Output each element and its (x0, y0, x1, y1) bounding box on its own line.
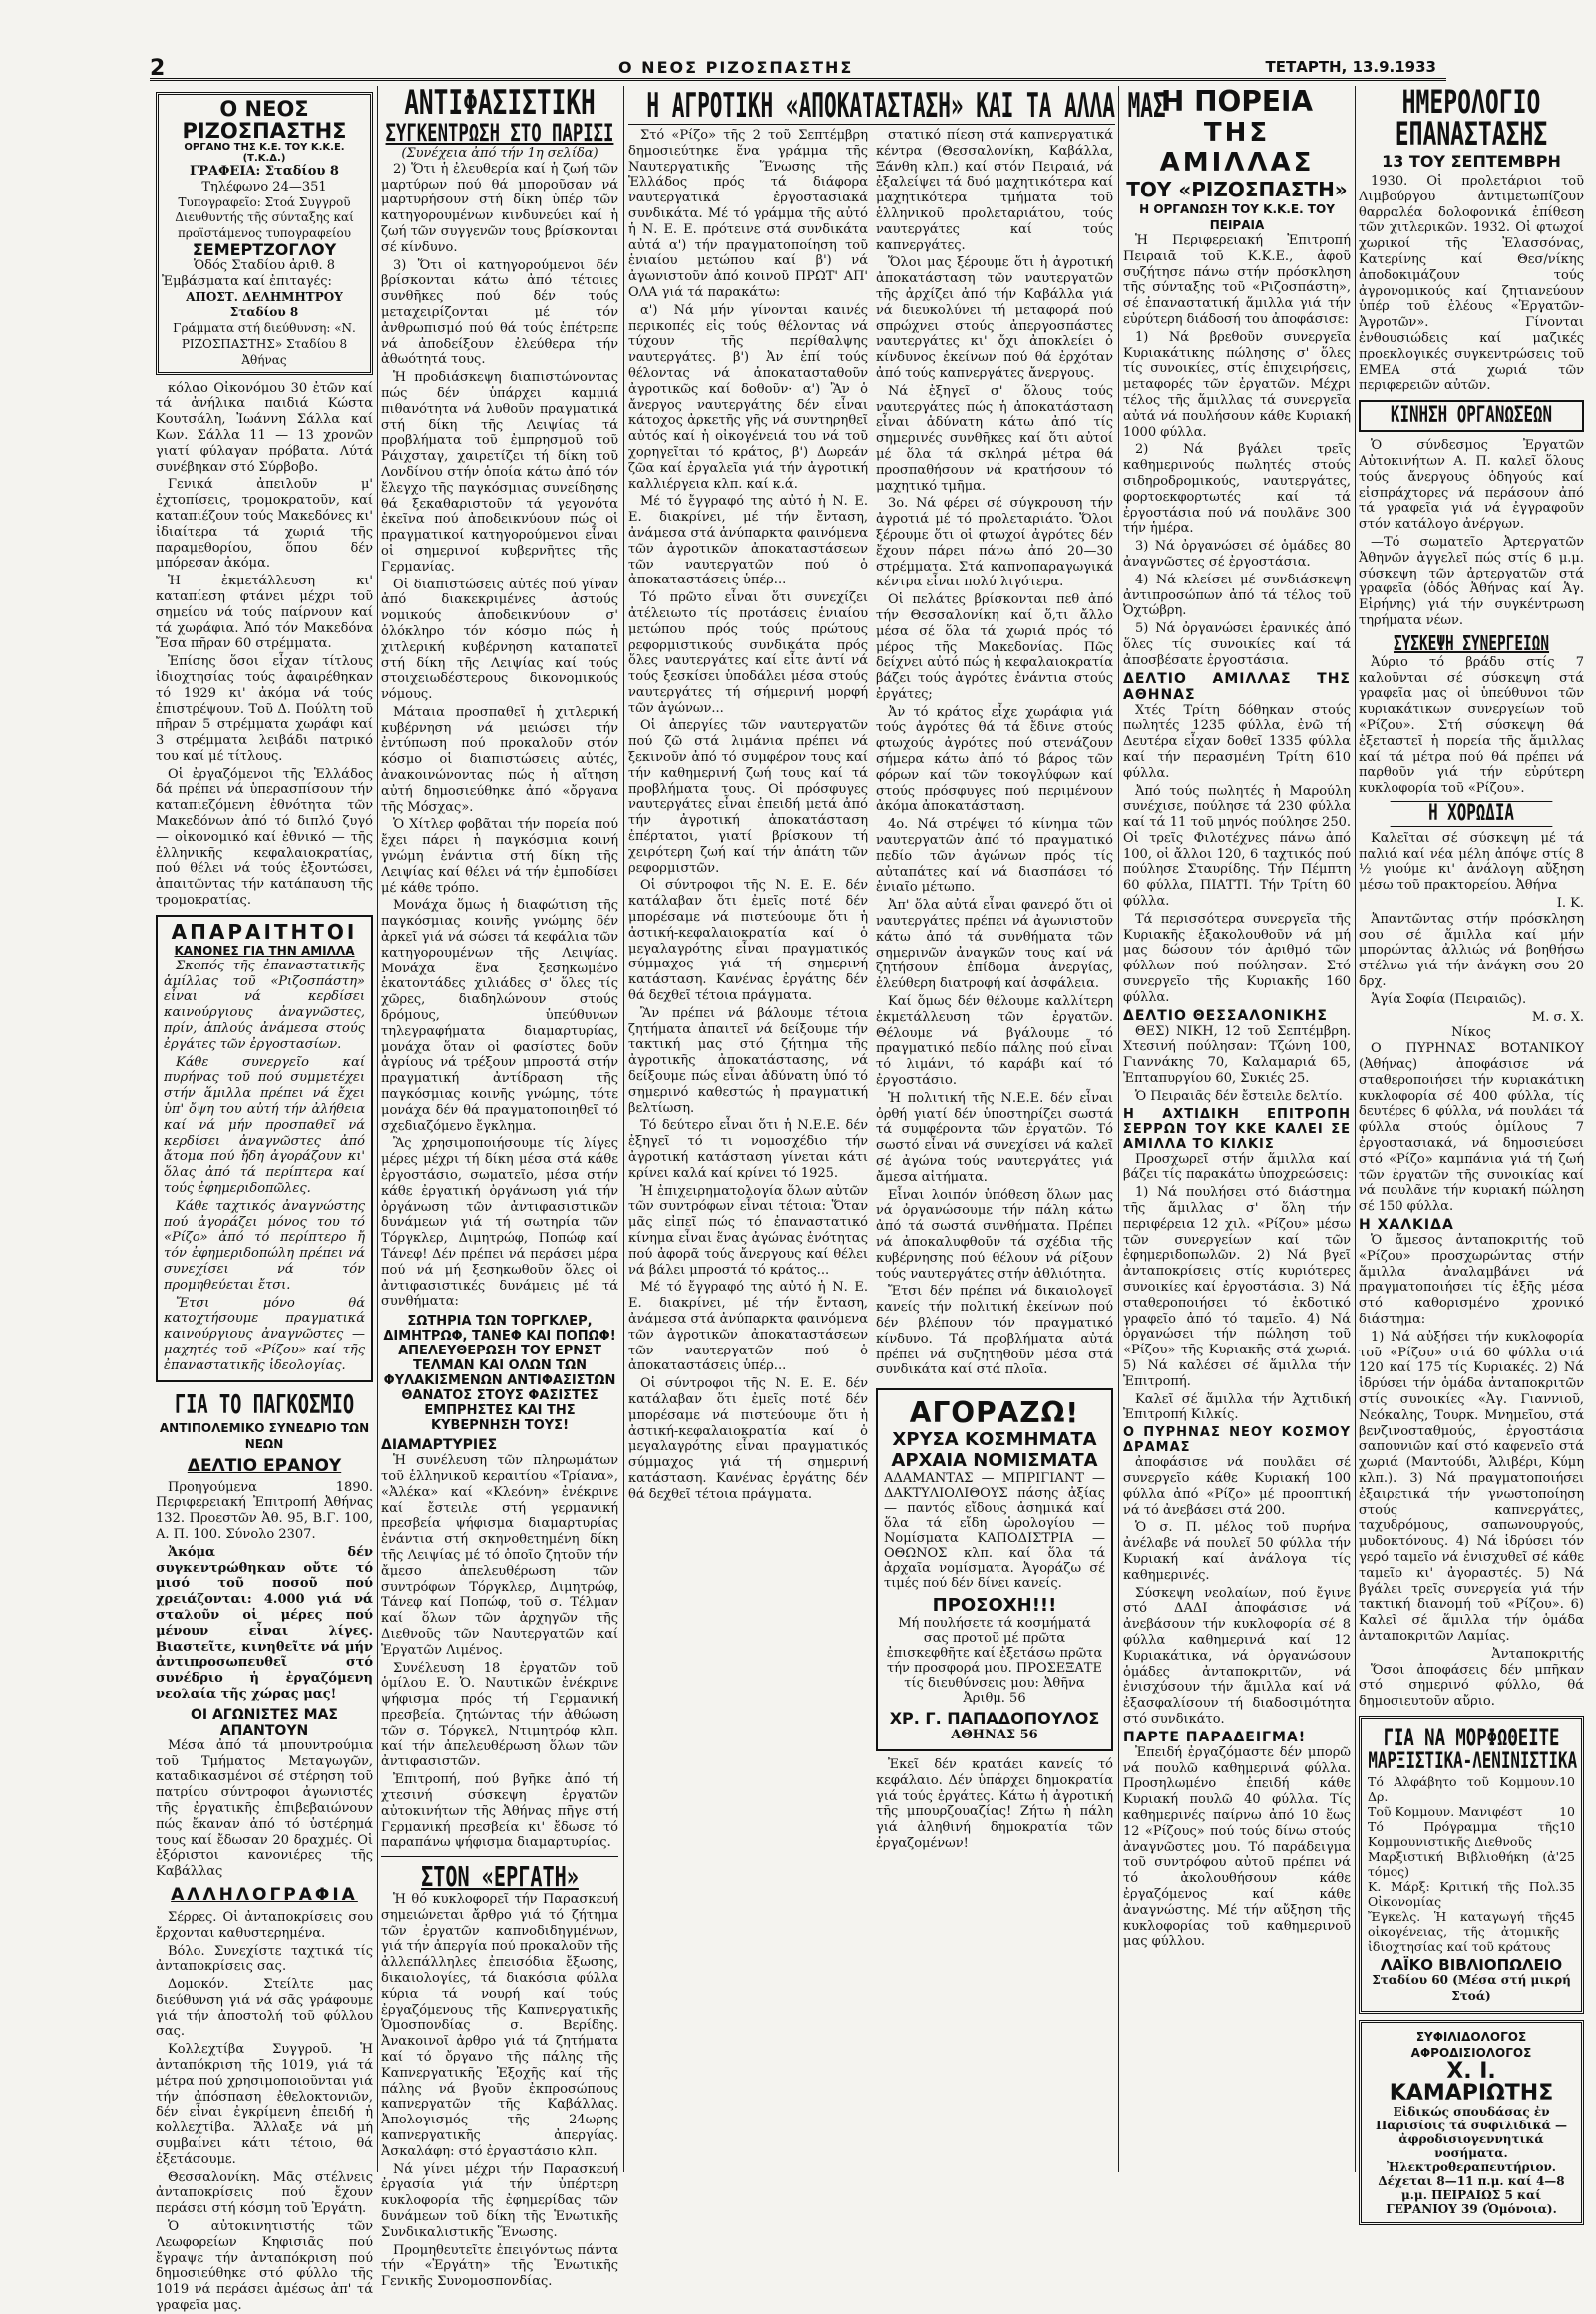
article-paragraph: Ἡ ἐκμετάλλευση κι' καταπίεση φτάνει μέχρι τοῦ σημείου νά τούς παίρνουν καί τά χωράφια. Ἀπό τόν Μακεδόνα Ἔσα πῆραν 60 στρέμματα. (156, 574, 373, 652)
rules-title: ΑΠΑΡΑΙΤΗΤΟΙ (171, 919, 358, 944)
article-paragraph: Μάταια προσπαθεῖ ἡ χιτλερική κυβέρνηση νά μειώσει τήν ἐντύπωση πού προκαλοῦν στόν κόσμο οἱ διαπιστώσεις αὐτές, ἀνακοινώνοντας πώς ἡ αἴτηση αὐτή δημοσιεύθηκε ἀπό «ὄργανα τῆς Μόσχας». (381, 704, 618, 815)
bulletin-text: Ἀπό τούς πωλητές ἡ Μαρούλη συνέχισε, πούλησε τά 230 φύλλα καί τά 11 τοῦ μηνός πούλησε 250. Οἱ τρεῖς Φιλοτέχνες πάνω ἀπό 100, οἱ ἄλλοι 120, 6 ταχτικός πού πούλησε Σταυρίδης. Τήν Πέμπτη 60 φύλλα, ΠΙΑΤΤΙ. Τήν Τρίτη 60 φύλλα. (1123, 783, 1351, 910)
article-paragraph: Ἡ πολιτική τῆς Ν.Ε.Ε. δέν εἶναι ὀρθή γιατί δέν ὑποστηρίζει σωστά τά συμφέροντα τῶν ἐργατῶν. Τό σωστό εἶναι νά συνεχίσει νά καλεῖ σέ ἀγώνα τούς ναυτεργάτες γιά ἄμεσα αἰτήματα. (876, 1090, 1113, 1185)
chalkida-items: 1) Νά αὐξήσει τήν κυκλοφορία τοῦ «Ρίζου» στά 60 φύλλα στά 120 καί 175 τίς Κυριακές. 2) Νά ἱδρύσει τήν ὁμάδα ἀνταποκριτῶν στίς συνοικίες «Ἀγ. Γιαννιοῦ, Νεόκαλης, Τουρκ. Μνημεῖου, στά βενζινοσταθμούς, ἐργοστάσια σαπουνιῶν καί στό καφενεῖο στά χωριά (Μαντούδι, Ἁλιβέρι, Κύμη κλπ.). 3) Νά πραγματοποιήσει ἐξαιρετικά τήν γνωστοποίηση στούς καπνεργάτες, ταχυδρόμους, σαπωνουργούς, μυδοκτόνους. 4) Νά ἱδρύσει τόν γερό ταμεῖο νά ἐνισχυθεῖ σέ κάθε ταμεῖο κι' ἀγοραστές. 5) Νά βγάλει τρεῖς συνεργεία γιά τήν τακτική διανομή τοῦ «Ρίζου». 6) Καλεῖ σέ ἅμιλλα τήν ὁμάδα ἀνταποκριτῶν Λαμίας. (1359, 1329, 1584, 1644)
article-paragraph: 3) Νά ὀργανώσει σέ ὁμάδες 80 ἀναγνῶστες σέ ἐργοστάσια. (1123, 539, 1351, 570)
page-number: 2 (150, 56, 166, 81)
letters-title: ΑΛΛΗΛΟΓΡΑΦΙΑ (171, 1884, 358, 1905)
paper-name: Ο ΝΕΟΣ ΡΙΖΟΣΠΑΣΤΗΣ (182, 97, 347, 143)
protest-paragraph: Ἐπιτροπή, πού βγῆκε ἀπό τή χτεσινή σύσκεψη ἐργατῶν αὐτοκινήτων τῆς Ἀθήνας πῆγε στή Γερμανική πρεσβεία κι' ἔδωσε τό παραπάνω ψήφισμα διαμαρτυρίας. (381, 1772, 618, 1851)
race-subtitle: Η ΟΡΓΑΝΩΣΗ ΤΟΥ Κ.Κ.Ε. ΤΟΥ ΠΕΙΡΑΙΑ (1139, 202, 1335, 232)
article-paragraph: Ἡ Περιφερειακή Ἐπιτροπή Πειραιᾶ τοῦ Κ.Κ.Ε., ἀφοῦ συζήτησε πάνω στήν πρόσκληση τῆς σύνταξης τοῦ «Ριζοσπάστη», σέ ἐπαναστατική ἅμιλλα γιά τήν εὐρύτερη διάδοσή του ἀποφάσισε: (1123, 233, 1351, 327)
book-name: Τό Πρόγραμμα τῆς Κομμουνιστικῆς Διεθνοῦς (1368, 1818, 1560, 1849)
article-paragraph: Οἱ σύντροφοι τῆς Ν. Ε. Ε. δέν κατάλαβαν ὅτι ἐμεῖς ποτέ δέν μπορέσαμε νά πιστεύουμε ὅτι ἡ ἀστική-κεφαλαιοκρατία καί ὁ μεγαλαγρότης εἶναι πραγματικός σύμμαχος γιά τή σημερινή κατάσταση. Κανένας ἐργάτης δέν θά δεχθεῖ τέτοια πράγματα. (628, 1376, 868, 1502)
agrarian-headline: Η ΑΓΡΟΤΙΚΗ «ΑΠΟΚΑΤΑΣΤΑΣΗ» ΚΑΙ ΤΑ ΑΛΛΑ ΜΑΣ (646, 86, 1166, 126)
book-price: 35 (1559, 1878, 1575, 1894)
article-paragraph: Τό δεύτερο εἶναι ὅτι ἡ Ν.Ε.Ε. δέν ἐξηγεῖ τό τι νομοσχέδιο τήν ἀγροτική κατάσταση γίνεται κάτι κρίνει καλά καί κρίνει τό 1925. (628, 1118, 868, 1181)
book-name: Μαρξιστική Βιβλιοθήκη (ἀ' τόμος) (1368, 1848, 1560, 1879)
letter-item: Βόλο. Συνεχίστε ταχτικά τίς ἀνταποκρίσεις σας. (156, 1943, 373, 1975)
article-paragraph: Ὅλοι μας ξέρουμε ὅτι ἡ ἀγροτική ἀποκατάσταση τῶν ναυτεργατῶν τῆς ἀρχίζει ἀπό τήν Καβάλλα γιά νά διευκολύνει τή μεταφορά πού σπρώχνει στούς ἀπεργοσπάστες ναυτεργάτες κι' ὄχι ἀποκλείει ὁ κίνδυνος ἐκείνων πού θά ἐρχόταν ἀπό τούς καπνεργάτες ἄνεργους. (876, 255, 1113, 381)
ad-city: ΑΘΗΝΑΣ 56 (951, 1728, 1038, 1743)
book-item (1368, 1804, 1575, 1819)
books-title-2: ΜΑΡΞΙΣΤΙΚΑ-ΛΕΝΙΝΙΣΤΙΚΑ (1368, 1748, 1578, 1774)
letter-item: Σέρρες. Οἱ ἀνταποκρίσεις σου ἔρχονται καθυστερημένα. (156, 1909, 373, 1941)
ad-attention: ΠΡΟΣΟΧΗ!!! (932, 1595, 1057, 1617)
book-name: Τό Ἀλφάβητο τοῦ Κομμουν. Δρ. (1368, 1773, 1560, 1804)
article-paragraph: Τό πρῶτο εἶναι ὅτι συνεχίζει ἀτέλειωτο τίς προτάσεις ἑνιαίου μετώπου πρός τούς πρώτους ρεφορμιστικούς συνδικάτα πρός ὅλες ναυτεργάτες καί εἶτε ἀντί νά τούς ξεσκίσει ὑποδάλει μέσα στούς ναυτεργάτες τή σήμερινή μορφή τῶν ἀγώνων... (628, 590, 868, 716)
page-masthead (150, 56, 1446, 81)
article-paragraph: Ἔτσι δέν πρέπει νά δικαιολογεῖ κανείς τήν πολιτική ἐκείνων πού δέν βλέπουν τόν πραγματικό κίνδυνο. Τά προβλήματα αὐτά πρέπει νά συζητηθοῦν μέσα στά συνδικάτα καί στά πλοῖα. (876, 1284, 1113, 1378)
book-item (1368, 1774, 1575, 1804)
article-paragraph: Οἱ σύντροφοι τῆς Ν. Ε. Ε. δέν κατάλαβαν ὅτι ἐμεῖς ποτέ δέν μπορέσαμε νά πιστεύουμε ὅτι ἡ ἀστική-κεφαλαιοκρατία καί ὁ μεγαλαγρότης εἶναι πραγματικός σύμμαχος γιά τή σημερινή κατάσταση. Κανένας ἐργάτης δέν θά δεχθεῖ τέτοια πράγματα. (628, 878, 868, 1004)
column-1 (156, 86, 373, 2314)
fund-text-2: Ἀκόμα δέν συγκεντρώθηκαν οὔτε τό μισό τοῦ ποσοῦ πού χρειάζονται: 4.000 γιά νά σταλοῦν οἱ μέρες πού μένουν εἶναι λίγες. Βιαστεῖτε, κινηθεῖτε νά μήν ἀντιπροσωπευθεῖ στό συνέδριο ἡ ἐργαζόμενη νεολαία τῆς χώρας μας! (156, 1544, 373, 1702)
org-title: ΚΙΝΗΣΗ ΟΡΓΑΝΩΣΕΩΝ (1390, 403, 1553, 429)
article-paragraph: 4) Νά κλείσει μέ συνδιάσκεψη ἀντιπροσώπων ἀπό τά τέλος τοῦ Ὀχτώβρη. (1123, 572, 1351, 619)
ergatis-paragraph: Ἡ θό κυκλοφορεῖ τήν Παρασκευή σημειώνεται ἄρθρο γιά τό ζήτημα τῶν ἐργατῶν καπνοδιδηγμένων, γιά τήν ἀπεργία πού προκαλοῦν τῆς ἀλλεπάλληλες ἐπεισόδια ἔξωσης, δικαιολογίες, τά διακόσια φύλλα κύρια τά νουρή καί τούς ἐργαζόμενους τῆς Καπνεργατικῆς Ὁμοσπονδίας σ. Βερίδης. Ἀνακοινοῖ ἀρθρο γιά τά ζητήματα καί τό ὄργανο τῆς πάλης τῆς Καπνεργατικῆς Ἐξοχῆς καί τῆς πάλης νά βγοῦν ἐκπροσώπους καπνεργατῶν τῆς Καβάλλας. Ἀπολογισμός τῆς 24ωρης καπνεργατικῆς ἀπεργίας. Ἀσκαλάφη: στό ἐργαστάσιο κλπ. (381, 1892, 618, 2159)
paper-info-box (156, 92, 373, 375)
letter-item: Ὁ αὐτοκινητιστής τῶν Λεωφορείων Κηφισιᾶς πού ἔγραψε τήν ἀνταπόκριση πού δημοσιεύθηκε στό φύλλο τῆς 1019 νά περάσει ἀμέσως ἀπ' τά γραφεῖα μας. (156, 2219, 373, 2314)
paper-printing: Τυπογραφεῖο: Στοά Συγγροῦ Διευθυντής τῆς σύνταξης καί προϊστάμενος τυπογραφείου (175, 194, 354, 241)
paper-offices: ΓΡΑΦΕΙΑ: Σταδίου 8 (190, 164, 339, 179)
paper-remittance-label: Ἐμβάσματα καί ἐπιταγές: (162, 273, 332, 289)
article-paragraph: Νά ἐξηγεῖ σ' ὅλους τούς ναυτεργάτες πώς ἡ ἀποκατάσταση εἶναι ἀδύνατη κάτω ἀπό τίς σημερινές συνθῆκες καί ὅτι αὐτοί μέ ὅλα τά σκληρά μέτρα θά προσπαθήσουν νά κρατήσουν τό μαχητικό τμῆμα. (876, 383, 1113, 494)
calendar-title-2: ΕΠΑΝΑΣΤΑΣΗΣ (1395, 115, 1548, 153)
book-name: Κ. Μάρξ: Κριτική τῆς Πολ. Οἰκονομίας (1368, 1878, 1560, 1909)
youth-text: Σύσκεψη νεολαίων, πού ἔγινε στό ΔΑΔΙ ἀποφάσισε νά ἀνεβάσουν τήν κυκλοφορία σέ 8 φύλλα καθημερινά καί 12 Κυριακάτικα, νά ὀργανώσουν ὁμάδες ἀνταποκριτῶν, νά ἐνισχύσουν τήν ἅμιλλα καί νά ἐξασφαλίσουν τή διαδοσιμότητα στό συνδικάτο. (1123, 1585, 1351, 1727)
article-paragraph: Οἱ διαπιστώσεις αὐτές πού γίναν ἀπό διακεκριμένες ἀστούς νομικούς ἀποδεικνύουν σ' ὁλόκληρο τόν κόσμο πώς ἡ χιτλερική κυβέρνηση καταπατεῖ στή δίκη τῆς Λειψίας καί τούς στοιχειωδέστερους δικονομικούς νόμους. (381, 577, 618, 703)
paper-address: Ὁδός Σταδίου ἀριθ. 8 (193, 257, 336, 273)
article-paragraph: Εἶναι λοιπόν ὑπόθεση ὅλων μας νά ὀργανώσουμε τήν πάλη κάτω ἀπό τά σωστά συνθήματα. Πρέπει νά ἀποκαλυφθοῦν τά σχέδια τῆς κυβέρνησης πού θέλουν νά ρίξουν τούς ναυτεργάτες στήν ἀθλιότητα. (876, 1187, 1113, 1282)
book-price: 45 (1559, 1908, 1575, 1924)
article-paragraph: 2) Ὅτι ἡ ἐλευθερία καί ἡ ζωή τῶν μαρτύρων πού θά μποροῦσαν νά μαρτυρήσουν στή δίκη ὑπέρ τῶν κατηγορουμένων κινδυνεύει καί ἡ ζωή τῶν συγγενῶν τους βρίσκονται σέ κίνδυνο. (381, 161, 618, 255)
chalkida-title: Η ΧΑΛΚΙΔΑ (1359, 1217, 1454, 1234)
bookshop-address: Σταδίου 60 (Μέσα στή μικρή Στοά) (1372, 1972, 1571, 2003)
chalkida-text: Ὁ ἄμεσος ἀνταποκριτής τοῦ «Ρίζου» προσχωρώντας στήν ἅμιλλα ἀναλαμβάνει νά πραγματοποιήσει τίς ἑξῆς μέσα στό καθορισμένο χρονικό διάστημα: (1359, 1233, 1584, 1327)
org-text: Ὁ σύνδεσμος Ἐργατῶν Αὐτοκινήτων Α. Π. καλεῖ ὅλους τούς ἄνεργους ὁδηγούς καί εἰσπράχτορες νά περάσουν ἀπό τά γραφεῖα γιά νά ἐγγραφοῦν στόν κατάλογο ἀνέργων. (1359, 438, 1584, 533)
athens-bulletin-title: ΔΕΛΤΙΟ ΑΜΙΛΛΑΣ ΤΗΣ ΑΘΗΝΑΣ (1123, 670, 1351, 703)
ergatis-title: ΣΤΟΝ «ΕΡΓΑΤΗ» (421, 1860, 579, 1894)
article-paragraph: κόλαο Οἰκονόμου 30 ἐτῶν καί τά ἀνήλικα παιδιά Κώστα Κουτσάλη, Ἰωάννη Σάλλα καί Κων. Σάλλα 11 — 13 χρονῶν γιατί φύλαγαν πρόβατα. Λύτά συνέβηκαν στό Σύρβοβο. (156, 380, 373, 475)
book-item (1368, 1849, 1575, 1879)
ergatis-paragraph: Νά γίνει μέχρι τήν Παρασκευή ἐργασία γιά τήν ὑπέρτερη κυκλοφορία τῆς ἐφημερίδας τῶν δυνάμεων τοῦ δίκη τῆς Ἑνωτικῆς Συνδικαλιστικῆς Ἕνωσης. (381, 2161, 618, 2240)
article-paragraph: Ὁ Χίτλερ φοβᾶται τήν πορεία πού ἔχει πάρει ἡ παγκόσμια κοινή γνώμη ἐνάντια στή δίκη τῆς Λειψίας καί θέλει νά τήν ἐμποδίσει μέ κάθε τρόπο. (381, 817, 618, 896)
letter-item: Δομοκόν. Στείλτε μας διεύθυνση γιά νά σᾶς γράφουμε γιά τήν ἀποστολή τοῦ φύλλου σας. (156, 1977, 373, 2040)
org-title-box (1359, 400, 1584, 432)
book-price: 25 (1559, 1848, 1575, 1864)
continuation-note: (Συνέχεια ἀπό τήν 1η σελίδα) (401, 146, 598, 161)
signature: Νίκος (1451, 1025, 1491, 1041)
ad-name: ΧΡ. Γ. ΠΑΠΑΔΟΠΟΥΛΟΣ (889, 1709, 1100, 1729)
column-rule (1355, 86, 1356, 2172)
column-6 (1359, 83, 1584, 2216)
rules-paragraph: Σκοπός τῆς ἐπαναστατικῆς ἁμίλλας τοῦ «Ριζοσπάστη» εἶναι νά κερδίσει καινούργιους ἀναγνῶστες, πρίν, ἁπλούς ἀνάμεσα στούς ἐργάτες τῶν ἐργοστασίων. (164, 958, 365, 1052)
article-paragraph: Μονάχα ὅμως ἡ διαφώτιση τῆς παγκόσμιας κοινῆς γνώμης δέν ἀρκεῖ γιά νά σώσει τά κεφάλια τῶν κατηγορουμένων τῆς Λειψίας. Μονάχα ἕνα ξεσηκωμένο ἑκατοντάδες χιλιάδες σ' ὅλες τίς χῶρες, διαδηλώνουν στούς δρόμους, ὑπεύθυνων τηλεγραφήματα διαμαρτυρίας, μονάχα ὅταν οἱ φασίστες δοῦν ἀγρίους νά τρέξουν μπροστά στήν πραγματική ἀντίδραση τῆς παγκόσμιας κοινῆς γνώμης, τότε μονάχα δέν θά πραγματοποιηθεῖ τό σχεδιαζόμενο ἔγκλημα. (381, 898, 618, 1134)
article-paragraph: Ἀπ' ὅλα αὐτά εἶναι φανερό ὅτι οἱ ναυτεργάτες πρέπει νά ἀγωνιστοῦν κάτω ἀπό τά συνθήματα τῶν σημερινῶν ἀναγκῶν τους καί νά ζητήσουν ἐπίδομα ἀνεργίας, ἐλεύθερη διατροφή καί ἀσφάλεια. (876, 898, 1113, 992)
protest-paragraph: Ἡ συνέλευση τῶν πληρωμάτων τοῦ ἑλληνικοῦ κεραιτίου «Τρίανα», «Ἀλέκα» καί «Κλεόνη» ἐνέκρινε καί ἔστειλε στή γερμανική πρεσβεία ψήφισμα διαμαρτυρίας ἐνάντια στή σκηνοθετημένη δίκη τῆς Λειψίας μέ τό ὁποῖο ζητοῦν τήν ἄμεσο ἀπελευθέρωση τῶν συντρόφων Τόργκλερ, Διμητρώφ, Τάνεφ καί Ποπώφ, τοῦ σ. Τέλμαν καί ὅλων τῶν ἀρχηγῶν τῆς Διεθνοῦς τῶν Ναυτεργατῶν καί Ἐργατῶν Λιμένος. (381, 1453, 618, 1658)
agrarian-headline-box (628, 86, 1166, 126)
reply-text: Ἀπαντῶντας στήν πρόσκληση σου σέ ἅμιλλα καί μήν μπορώντας ἀλλιώς νά βοηθήσω στέλνω γιά τήν ἀνάγκη σου 20 δρχ. (1359, 911, 1584, 990)
example-title: ΠΑΡΤΕ ΠΑΡΑΔΕΙΓΜΑ! (1123, 1729, 1307, 1745)
bulletin-text: Ὁ Πειραιᾶς δέν ἔστειλε δελτίο. (1135, 1088, 1343, 1104)
protest-title: ΔΙΑΜΑΡΤΥΡΙΕΣ (381, 1437, 498, 1454)
books-ad (1359, 1716, 1584, 2014)
org-text: —Τό σωματεῖο Ἀρτεργατῶν Ἀθηνῶν ἀγγελεῖ πώς στίς 6 μ.μ. σύσκεψη τῶν ἀρτεργατῶν στά γραφεῖα (ὁδός Ἀθήνας καί Ἁγ. Εἰρήνης) γιά τήν συγκέντρωση τηρήματα νέων. (1359, 534, 1584, 628)
rules-paragraph: Κάθε ταχτικός ἀναγνώστης πού ἀγοράζει μόνος του τό «Ρίζο» ἀπό τό περίπτερο ἤ τόν ἐφημεριδοπώλη πρέπει νά συνεχίσει νά τόν προμηθεύεται ἔτσι. (164, 1198, 365, 1293)
ad-title: ΑΓΟΡΑΖΩ! (909, 1396, 1080, 1430)
bulletin-text: Χτές Τρίτη δόθηκαν στούς πωλητές 1235 φύλλα, ἐνῶ τή Δευτέρα εἶχαν δοθεῖ 1335 φύλλα καί τήν περασμένη Τρίτη 610 φύλλα. (1123, 702, 1351, 781)
rules-paragraph: Ἔτσι μόνο θά κατοχτήσουμε πραγματικά καινούργιους ἀναγνῶστες — μαχητές τοῦ «Ρίζου» καί τῆς ἐπαναστατικῆς ἰδεολογίας. (164, 1295, 365, 1373)
missing-note: Ὅσοι ἀποφάσεις δέν μπῆκαν στό σημερινό φύλλο, θά δημοσιευτοῦν αὔριο. (1359, 1662, 1584, 1710)
signature: Ἀνταποκριτής (1491, 1646, 1584, 1662)
ergatis-paragraph: Προμηθευτεῖτε ἐπειγόντως πάντα τήν «Ἐργάτη» τῆς Ἑνωτικῆς Γενικῆς Συνομοσπονδίας. (381, 2242, 618, 2290)
jewelry-ad (876, 1388, 1113, 1751)
doctor-specialty: ΣΥΦΙΛΙΔΟΛΟΓΟΣ ΑΦΡΟΔΙΣΙΟΛΟΓΟΣ (1410, 2029, 1532, 2060)
calendar-title-1: ΗΜΕΡΟΛΟΓΙΟ (1401, 83, 1541, 121)
signature: Μ. σ. Χ. (1531, 1009, 1584, 1025)
divider (381, 1856, 618, 1857)
race-title-3: ΤΟΥ «ΡΙΖΟΣΠΑΣΤΗ» (1126, 178, 1348, 201)
rules-box (156, 915, 373, 1382)
choir-title: Η ΧΟΡΩΔΙΑ (1391, 801, 1553, 827)
kilkis-title: Η ΑΧΤΙΔΙΚΗ ΕΠΙΤΡΟΠΗ ΣΕΡΡΩΝ ΤΟΥ ΚΚΕ ΚΑΛΕΙ ΣΕ ΑΜΙΛΛΑ ΤΟ ΚΙΛΚΙΣ (1123, 1106, 1351, 1152)
example-text: Ἐπειδή ἐργαζόμαστε δέν μπορῶ νά πουλῶ καθημερινά φύλλα. Προσηλωμένο ἐπειδή κάθε Κυριακή πουλῶ 40 φύλλα. Τίς καθημερινές παίρνω ἀπό 10 ἕως 12 «Ρίζους» πού τούς δίνω στούς ἀναγνῶστες μου. Τό παράδειγμα τοῦ συντρόφου αὐτοῦ πρέπει νά τό ἀκολουθήσουν κάθε ἐργαζόμενος καί κάθε ἀναγνώστης. Μέ τήν αὔξηση τῆς κυκλοφορίας τοῦ καθημερινοῦ μας φύλλου. (1123, 1744, 1351, 1950)
bulletin-text: ΘΕΣ) ΝΙΚΗ, 12 τοῦ Σεπτέμβρη. Χτεσινή πούλησαν: Τζώνη 100, Γιαννάκης 70, Καλαμαριά 65, Ἐπταπυργίου 60, Συκιές 25. (1123, 1023, 1351, 1087)
calendar-date: 13 ΤΟΥ ΣΕΠΤΕΜΒΡΗ (1382, 152, 1561, 171)
article-paragraph: Ἡ προδιάσκεψη διαπιστώνοντας πώς δέν ὑπάρχει καμμιά πιθανότητα νά λυθοῦν πραγματικά στή δίκη τῆς Λειψίας τά προβλήματα τοῦ ἐμπρησμοῦ τοῦ Ράιχσταγ, χαιρετίζει τή δίκη τοῦ Λονδίνου στήν ὁποία κάτω ἀπό τόν ἔλεγχο τῆς παγκόσμιας συνείδησης θά ξεκαθαριστοῦν τά γεγονότα ἐκεῖνα πού ἀποδεικνύουν πώς οἱ πραγματικοί κατηγορούμενοι εἶναι οἱ σημερινοί κυβερνῆτες τῆς Γερμανίας. (381, 370, 618, 575)
ad-line-2: ΑΡΧΑΙΑ ΝΟΜΙΣΜΑΤΑ (891, 1450, 1098, 1472)
ad-text-2: Μή πουλήσετε τά κοσμήματά σας προτοῦ μέ πρῶτα ἐπισκεφθῆτε καί ἐξετάσω πρῶτα τήν προσφορά μου. ΠΡΟΣΕΞΑΤΕ τίς διευθύνσεις μου: Ἀθῆνα Ἀριθμ. 56 (886, 1616, 1103, 1707)
congress-subtitle: ΑΝΤΙΠΟΛΕΜΙΚΟ ΣΥΝΕΔΡΙΟ ΤΩΝ ΝΕΩΝ (159, 1420, 370, 1451)
antifascist-subtitle: ΣΥΓΚΕΝΤΡΩΣΗ ΣΤΟ ΠΑΡΙΣΙ (385, 119, 614, 147)
meeting-text: Ἀύριο τό βράδυ στίς 7 καλοῦνται σέ σύσκεψη στά γραφεῖα μας οἱ ὑπεύθυνοι τῶν κυριακάτικων συνεργείων τοῦ «Ρίζου». Στή σύσκεψη θά ἐξεταστεῖ ἡ πορεία τῆς ἅμιλλας καί τά μέτρα πού θά πρέπει νά παρθοῦν γιά τήν εὐρύτερη κυκλοφορία τοῦ «Ρίζου». (1359, 654, 1584, 797)
book-item (1368, 1879, 1575, 1909)
race-title-1: Η ΠΟΡΕΙΑ (1160, 85, 1314, 118)
signature: Ι. Κ. (1556, 896, 1584, 912)
article-paragraph: Οἱ ἀπεργίες τῶν ναυτεργατῶν πού ζῶ στά λιμάνια πρέπει νά ξεκινοῦν ἀπό τό συμφέρον τους καί τήν καθημερινή ζωή τους καί τά προβλήματα τους. Οἱ πρόσφυγες ναυτεργάτες εἶναι ἐπειδή μετά ἀπό τήν ἀγροτική ἀποκατάσταση ἐπέρτατοι, γιατί βρίσκουν τή χειρότερη ζωή καί τήν ἀπάτη τῶν ρεφορμιστῶν. (628, 718, 868, 876)
letter-item: Κολλεχτίβα Συγγροῦ. Ἡ ἀνταπόκριση τῆς 1019, γιά τά μέτρα πού χρησιμοποιοῦνται γιά τήν ἀπόσπαση ἐθελοκτονιῶν, δέν εἶναι ἐγκρίμενη ἐπειδή ἡ κολλεχτίβα. Ἄλλαξε νά μή συμβαίνει κάτι τέτοιο, θά ἐξετάσουμε. (156, 2042, 373, 2167)
article-paragraph: 2) Νά βγάλει τρεῖς καθημερινούς πωλητές στούς σιδηροδρομικούς, ναυτεργάτες, φορτοεκφορτωτές καί τά ἐργοστάσια πού νά πουλᾶνε 300 τήν ἡμέρα. (1123, 442, 1351, 537)
botanikos-text: Ο ΠΥΡΗΝΑΣ ΒΟΤΑΝΙΚΟΥ (Ἀθήνας) ἀποφάσισε νά σταθεροποιήσει τήν κυριακάτικη κυκλοφορία σέ 400 φύλλα, τίς δευτέρες 6 φύλλα, νά πουλάει τά φύλλα στούς ὁμίλους 7 ἐργοστασιακά, νά δημοσιεύσει στό «Ρίζο» καμπάνια γιά τή ζωή τῶν ἐργατῶν τῆς συνοικίας καί νά πουλᾶνε τήν κυριακή πώληση σέ 150 φύλλα. (1359, 1041, 1584, 1215)
ad-line-1: ΧΡΥΣΑ ΚΟΣΜΗΜΑΤΑ (892, 1429, 1097, 1451)
calendar-text: 1930. Οἱ προλετάριοι τοῦ Λιμβούργου ἀντιμετωπίζουν θαρραλέα δολοφονικά ἐπίθεση τῶν χιτλερικῶν. 1932. Οἱ φτωχοί χωρικοί τῆς Ἐλασσόνας, Κατερίνης καί Θεσ/νίκης ἀποδοκιμάζουν τούς ἀγρονομικούς καί ζητιανεύουν ὑπέρ τοῦ ἐλέους «Ἐργατῶν-Ἀγροτῶν». Γίνονται ἐνθουσιώδεις καί μαζικές προεκλογικές συγκεντρώσεις τοῦ ΕΜΕΑ στά χωριά τῶν περιφερειῶν αὐτῶν. (1359, 174, 1584, 394)
article-paragraph: 1) Νά βρεθοῦν συνεργεῖα Κυριακάτικης πώλησης σ' ὅλες τίς συνοικίες, στίς ἐπιχειρήσεις, μεταφορές τῶν ἐργατῶν. Μέχρι τέλος τῆς ἅμιλλας τά συνεργεῖα αὐτά νά πουλήσουν κάθε Κυριακή 1000 φύλλα. (1123, 329, 1351, 440)
article-paragraph: 3) Ὅτι οἱ κατηγορούμενοι δέν βρίσκονται κάτω ἀπό τέτοιες συνθῆκες πού δέν τούς μεταχειρίζονται μέ τόν ἀνθρωπισμό πού θά τούς ἐπέτρεπε νά ἀποδείξουν ἐλεύθερα τήν ἀθωότητά τους. (381, 257, 618, 368)
article-paragraph: στατικό πίεση στά καπνεργατικά κέντρα (Θεσσαλονίκη, Καβάλλα, Ξάνθη κλπ.) καί στόν Πειραιά, νά ἐξαλείψει τά δυό μαχητικότερα καί μαχητικότερα τμήματα τοῦ ἑλληνικοῦ προλεταριάτου, τούς ναυτεργάτες καί τούς καπνεργάτες. (876, 128, 1113, 253)
doctor-name: Χ. Ι. ΚΑΜΑΡΙΩΤΗΣ (1389, 2058, 1554, 2106)
fund-text: Προηγούμενα 1890. Περιφερειακή Ἐπιτροπή Ἀθήνας 132. Προεστῶν Ἀθ. 95, Β.Γ. 100, Α. Π. 100. Σύνολο 2307. (156, 1479, 373, 1542)
pyrinas-text: Ὁ σ. Π. μέλος τοῦ πυρήνα ἀνέλαβε νά πουλεῖ 50 φύλλα τήν Κυριακή καί ἀνάλογα τίς καθημερινές. (1123, 1520, 1351, 1583)
masthead-date: ΤΕΤΑΡΤΗ, 13.9.1933 (1265, 58, 1436, 76)
article-paragraph: Ἡ ἐπιχειρηματολογία ὅλων αὐτῶν τῶν συντρόφων εἶναι τέτοια: Ὅταν μᾶς εἰπεῖ πώς τό ἐπαναστατικό κίνημα εἶναι ἕνας ἀγώνας ἑνότητας πού ἀφορᾶ τούς ἄνεργους καί θέλει νά βάλει μπροστά τό κράτος... (628, 1183, 868, 1278)
pyrinas-text: ἀποφάσισε νά πουλᾶει σέ συνεργεῖο κάθε Κυριακή 100 φύλλα ἀπό «Ρίζο» μέ προοπτική νά τό ἀνεβάσει στά 200. (1123, 1455, 1351, 1518)
article-paragraph: α') Νά μήν γίνονται καινές περικοπές εἰς τούς θέλοντας νά τύχουν τῆς περίθαλψης ναυτεργάτες. β') Ἀν ἐπί τούς θέλοντας νά ἀποκατασταθοῦν ἀγροτικῶς καί δοθοῦν· α') Ἂν ὁ ἄνεργος ναυτεργάτης δέν εἶναι κάτοχος ἀρκετῆς γῆς νά συντηρηθεῖ αὐτός καί ἡ οἰκογένειά του νά τοῦ χορηγεῖται τό κράτος, β') Δωρεάν ζῶα καί ἐργαλεῖα γιά τήν ἀγροτική καλλιέργεια κλπ. καί κ.ά. (628, 302, 868, 492)
column-rule (1118, 86, 1119, 2172)
thessaloniki-bulletin-title: ΔΕΛΤΙΟ ΘΕΣΣΑΛΟΝΙΚΗΣ (1123, 1007, 1328, 1024)
article-paragraph: 3ο. Νά φέρει σέ σύγκρουση τήν ἀγροτιά μέ τό προλεταριάτο. Ὅλοι ξέρουμε ὅτι οἱ φτωχοί ἀγρότες δέν ἔχουν πάρει πάνω ἀπό 20—30 στρέμματα. Στά καπνοπαραγωγικά κέντρα εἶναι πολύ λιγότερα. (876, 496, 1113, 590)
book-item (1368, 1909, 1575, 1954)
paper-letters: Γράμματα στή διεύθυνση: «Ν. ΡΙΖΟΣΠΑΣΤΗΣ» Σταδίου 8 Ἀθήνας (173, 321, 356, 367)
pyrinas-title: Ο ΠΥΡΗΝΑΣ ΝΕΟΥ ΚΟΣΜΟΥ ΔΡΑΜΑΣ (1123, 1425, 1351, 1456)
masthead-title: Ο ΝΕΟΣ ΡΙΖΟΣΠΑΣΤΗΣ (618, 58, 854, 77)
article-paragraph: Μέ τό ἔγγραφό της αὐτό ἡ Ν. Ε. Ε. διακρίνει, μέ τήν ἔνταση, ἀνάμεσα στά ἀνύπαρκτα φαινόμενα τῶν ἀγροτικῶν ἀποκαταστάσεων τῶν ναυτεργατῶν πού ὁ ἀποκαταστάσεις ὑπέρ... (628, 494, 868, 588)
reply-place: Ἁγία Σοφία (Πειραιῶς). (1371, 991, 1527, 1007)
paper-director: ΣΕΜΕΡΤΖΟΓΛΟΥ (192, 239, 337, 259)
kilkis-text: Καλεῖ σέ ἅμιλλα τήν Ἀχτιδική Ἐπιτροπή Κιλκίς. (1123, 1391, 1351, 1423)
book-item (1368, 1819, 1575, 1849)
book-price: 10 (1559, 1803, 1575, 1819)
rules-paragraph: Κάθε συνεργεῖο καί πυρήνας τοῦ πού συμμετέχει στήν ἅμιλλα πρέπει νά ἔχει ὑπ' ὄψη του αὐτή τήν ἀλήθεια καί νά μήν προσπαθεῖ νά κερδίσει ἀναγνῶστες ἀπό ἄτομα πού ἤδη ἀγοράζουν κι' ὅλας ἀπό τά περίπτερα καί τούς ἐφημεριδοπῶλες. (164, 1054, 365, 1197)
fighters-title: ΟΙ ΑΓΩΝΙΣΤΕΣ ΜΑΣ ΑΠΑΝΤΟΥΝ (190, 1706, 338, 1738)
doctor-ad (1359, 2020, 1584, 2225)
congress-title: ΓΙΑ ΤΟ ΠΑΓΚΟΣΜΙΟ (174, 1389, 355, 1420)
article-paragraph: 5) Νά ὀργανώσει ἐρανικές ἀπό ὅλες τίς συνοικίες καί τά ἀποσβέσατε ἐργοστάσια. (1123, 621, 1351, 668)
rules-subtitle: ΚΑΝΟΝΕΣ ΓΙΑ ΤΗΝ ΑΜΙΛΛΑ (174, 943, 355, 958)
book-name: Ἔγκελς. Ἡ καταγωγή τῆς οἰκογένειας, τῆς ἀτομικῆς ἰδιοχτησίας καί τοῦ κράτους (1368, 1908, 1560, 1954)
bookshop-name: ΛΑΪΚΟ ΒΙΒΛΙΟΠΩΛΕΙΟ (1380, 1955, 1563, 1974)
ad-text: ΑΔΑΜΑΝΤΑΣ — ΜΠΡΙΓΙΑΝΤ — ΔΑΚΤΥΛΙΟΛΙΘΟΥΣ πάσης ἀξίας — παντός εἴδους ἀσημικά καί ὅλα τά εἴδη ὡρολογίου — Νομίσματα ΚΑΠΟΔΙΣΤΡΙΑ — ΟΘΩΝΟΣ κλπ. καί ὅλα τά ἀρχαῖα νομίσματα. Ἀγοράζω σέ τιμές πού δέν δίνει κανείς. (884, 1471, 1105, 1592)
book-price: 10 (1559, 1773, 1575, 1789)
bulletin-text: Τά περισσότερα συνεργεῖα τῆς Κυριακῆς ἐξακολουθοῦν νά μή μας δώσουν τόν ἀριθμό τῶν φύλλων πού πούλησαν. Στό συνεργεῖο τῆς Κυριακῆς 160 φύλλα. (1123, 911, 1351, 1005)
book-price: 10 (1559, 1818, 1575, 1834)
race-title-2: ΤΗΣ ΑΜΙΛΛΑΣ (1159, 118, 1315, 178)
meeting-title: ΣΥΣΚΕΨΗ ΣΥΝΕΡΓΕΙΩΝ (1393, 630, 1550, 655)
column-3 (628, 128, 868, 2172)
protest-paragraph: Συνέλευση 18 ἐργατῶν τοῦ ὁμίλου Ε. Ὁ. Ναυτικῶν ἐνέκρινε ψήφισμα πρός τή Γερμανική πρεσβεία. ζητώντας τήν ἀθώωση τῶν σ. Τόργκελ, Ντιμητρόφ κλπ. καί τήν ἀπελευθέρωση ὅλων τῶν ἀντιφασιστῶν. (381, 1660, 618, 1770)
article-paragraph: Μέ τό ἔγγραφό της αὐτό ἡ Ν. Ε. Ε. διακρίνει, μέ τήν ἔνταση, ἀνάμεσα στά ἀνύπαρκτα φαινόμενα τῶν ἀγροτικῶν ἀποκαταστάσεων τῶν ναυτεργατῶν πού ὁ ἀποκαταστάσεις ὑπέρ... (628, 1280, 868, 1374)
column-5 (1123, 86, 1351, 2172)
article-paragraph: Ἐπίσης ὅσοι εἶχαν τίτλους ἰδιοχτησίας τούς ἀφαιρέθηκαν τό 1929 κι' ἀκόμα νά τούς ἐπιστρέψουν. Τοῦ Δ. Πούλτη τοῦ πῆραν 5 στρέμματα χωράφι καί 3 στρέμματα λειβάδι πατρικό του καί μέ τίτλους. (156, 654, 373, 764)
column-2 (381, 83, 618, 2290)
doctor-text: Εἰδικώς σπουδάσας ἐν Παρισίοις τά συφιλιδικά — ἀφροδισιογεννητικά νοσήματα. Ἠλεκτροθεραπευτήριον. Δέχεται 8—11 π.μ. καί 4—8 μ.μ. ΠΕΙΡΑΙΩΣ 5 καί ΓΕΡΑΝΙΟΥ 39 (Ὁμόνοια). (1375, 2104, 1568, 2216)
article-paragraph: Οἱ ἐργαζόμενοι τῆς Ἑλλάδος δά πρέπει νά ὑπερασπίσουν τήν καταπιεζόμενη ἐθνότητα τῶν Μακεδόνων ἀπό τό διπλό ζυγό — οἰκονομικό καί ἐθνικό — τῆς ἑλληνικῆς κεφαλαιοκρατίας, πού θέλει νά τούς ἐξοντώσει, ἀπαιτῶντας τήν κατάπαυση τῆς τρομοκρατίας. (156, 766, 373, 909)
paper-responsible: ΑΠΟΣΤ. ΔΕΛΗΜΗΤΡΟΥ Σταδίου 8 (186, 289, 343, 320)
article-paragraph: 4ο. Νά στρέψει τό κίνημα τῶν ναυτεργατῶν ἀπό τό πραγματικό πεδίο τῶν ἀγώνων πρός τίς αὐταπάτες καί νά διασπάσει τό ἑνιαῖο μέτωπο. (876, 817, 1113, 896)
letter-item: Θεσσαλονίκη. Μᾶς στέλνεις ἀνταποκρίσεις πού ἔχουν περάσει στή κόσμη τοῦ Ἐργάτη. (156, 2169, 373, 2217)
article-paragraph: Ἀν τό κράτος εἶχε χωράφια γιά τούς ἀγρότες θά τά ἔδινε στούς φτωχούς ἀγρότες πού στενάζουν σήμερα κάτω ἀπό τό βάρος τῶν φόρων καί τῶν τοκογλύφων καί στούς πρόσφυγες πού περιμένουν ἀκόμα ἀποκατάσταση. (876, 704, 1113, 815)
article-paragraph: Καί ὅμως δέν θέλουμε καλλίτερη ἐκμετάλλευση τῶν ἐργατῶν. Θέλουμε νά βγάλουμε τό πραγματικό πεδίο πάλης πού εἶναι τό λιμάνι, τό καράβι καί τό ἐργοστάσιο. (876, 994, 1113, 1089)
article-paragraph: Ἂς χρησιμοποιήσουμε τίς λίγες μέρες μέχρι τή δίκη μέσα στά κάθε ἐργοστάσιο, σωματεῖο, μέσα στήν κάθε ἐργατική ὀργάνωση γιά τήν ὀργάνωση τῶν ἀντιφασιστικῶν δυνάμεων γιά τή σωτηρία τῶν Τόργκλερ, Διμητρώφ, Ποπώφ καί Τάνεφ! Δέν πρέπει νά περάσει μέρα πού νά μή ξεσηκωθοῦν ὅλες οἱ ἀντιφασιστικές δυνάμεις μέ τά συνθήματα: (381, 1136, 618, 1310)
paper-organ: ΟΡΓΑΝΟ ΤΗΣ Κ.Ε. ΤΟΥ Κ.Κ.Ε. (Τ.Κ.Δ.) (184, 142, 345, 164)
article-paragraph: Στό «Ρίζο» τῆς 2 τοῦ Σεπτέμβρη δημοσιεύτηκε ἕνα γράμμα τῆς Ναυτεργατικῆς Ἕνωσης τῆς Ἑλλάδος πρός τά διάφορα ναυτεργατικά ἐργοστασιακά συνδικάτα. Μέ τό γράμμα τῆς αὐτό ἡ Ν. Ε. Ε. πρότεινε στά συνδικάτα αὐτά α') τήν πραγματοποίηση τοῦ ἑνιαίου μετώπου καί β') νά ἀγωνιστοῦν ἀπό κοινοῦ ΠΡΩΤ' ΑΠ' ΟΛΑ γιά τά παρακάτω: (628, 128, 868, 300)
column-rule (623, 86, 624, 2172)
article-paragraph: Γενικά ἀπειλοῦν μ' ἐχτοπίσεις, τρομοκρατοῦν, καί καταπιέζουν τούς Μακεδόνες κι' ἰδιαίτερα τά χωριά τῆς παραμεθορίου, ὅπου δέν μπόρεσαν ἀκόμα. (156, 477, 373, 572)
fighters-text: Μέσα ἀπό τά μπουντρούμια τοῦ Τμήματος Μεταγωγῶν, καταδικασμένοι σέ στέρηση τοῦ πατρίου σύντροφοι ἀγωνιστές τῆς ἐργατικῆς ἐπιβεβαιώνουν πώς ἔκαναν ἀπό τό ὑστέρημά τους καί ἔδωσαν 20 δραχμές. Οἱ ἐξόριστοι κανονιέρες τῆς Καβάλλας (156, 1737, 373, 1880)
fund-title: ΔΕΛΤΙΟ ΕΡΑΝΟΥ (187, 1455, 342, 1476)
slogans: ΣΩΤΗΡΙΑ ΤΩΝ ΤΟΡΓΚΛΕΡ, ΔΙΜΗΤΡΩΦ, ΤΑΝΕΦ ΚΑΙ ΠΟΠΩΦ! ΑΠΕΛΕΥΘΕΡΩΣΗ ΤΟΥ ΕΡΝΣΤ ΤΕΛΜΑΝ ΚΑΙ ΟΛΩΝ ΤΩΝ ΦΥΛΑΚΙΣΜΕΝΩΝ ΑΝΤΙΦΑΣΙΣΤΩΝ ΘΑΝΑΤΟΣ ΣΤΟΥΣ ΦΑΣΙΣΤΕΣ ΕΜΠΡΗΣΤΕΣ ΚΑΙ ΤΗΣ ΚΥΒΕΡΝΗΣΗ ΤΟΥΣ! (383, 1314, 616, 1434)
kilkis-text: Προσχωρεῖ στήν ἅμιλλα καί βάζει τίς παρακάτω ὑποχρεώσεις: (1123, 1151, 1351, 1183)
antifascist-title: ΑΝΤΙΦΑΣΙΣΤΙΚΗ (404, 83, 596, 123)
column-rule (377, 86, 378, 2172)
paper-phone: Τηλέφωνο 24—351 (201, 179, 327, 194)
book-name: Τοῦ Κομμουν. Μανιφέστ (1368, 1803, 1523, 1819)
choir-text: Καλεῖται σέ σύσκεψη μέ τά παλιά καί νέα μέλη ἀπόψε στίς 8 ½ γιούμε κι' ἀνάλογη αὔξηση μέσω τοῦ πρακτορείου. Ἀθήνα (1359, 830, 1584, 894)
column-4 (876, 128, 1113, 2172)
article-paragraph: Ἐκεῖ δέν κρατάει κανείς τό κεφάλαιο. Δέν ὑπάρχει δημοκρατία γιά τούς ἐργάτες. Κάτω ἡ ἀγροτική τῆς μπουρζουαζίας! Ζήτω ἡ πάλη γιά ἀληθινή δημοκρατία τῶν ἐργαζομένων! (876, 1756, 1113, 1851)
article-paragraph: Ἂν πρέπει νά βάλουμε τέτοια ζητήματα ἀπαιτεῖ νά δείξουμε τήν τακτική μας στό ζήτημα τῆς ἀγροτικῆς ἀποκατάστασης, νά δείξουμε πώς εἶναι ἀδύνατη ὑπό τό σημερινό καθεστώς ἡ πραγματική βελτίωση. (628, 1005, 868, 1116)
books-title-1: ΓΙΑ ΝΑ ΜΟΡΦΩΘΕΙΤΕ (1383, 1723, 1560, 1751)
kilkis-text: 1) Νά πουλήσει στό διάστημα τῆς ἅμιλλας σ' ὅλη τήν περιφέρεια 12 χιλ. «Ρίζου» μέσω τῶν συνεργείων καί τῶν ἐφημεριδοπωλῶν. 2) Νά βγεῖ ἀνταποκρίσεις στίς κυριότερες συνοικίες καί ἐργοστάσια. 3) Νά σταθεροποιήσει τό ἐκδοτικό γραφεῖο ἀπό τό ταμεῖο. 4) Νά ὀργανώσει τήν πώληση τοῦ «Ρίζου» τῆς Κυριακῆς στά χωριά. 5) Νά καλέσει σέ ἅμιλλα τήν Ἐπιτροπή. (1123, 1185, 1351, 1389)
article-paragraph: Οἱ πελάτες βρίσκονται πεθ ἀπό τήν Θεσσαλονίκη καί ὅ,τι ἄλλο μέσα σέ ὅλα τά χωριά πρός τό μέρος τῆς Μακεδονίας. Πῶς δείχνει αὐτό πώς ἡ κεφαλαιοκρατία βάζει τούς ἀγρότες ἐνάντια στούς ἐργάτες; (876, 592, 1114, 702)
